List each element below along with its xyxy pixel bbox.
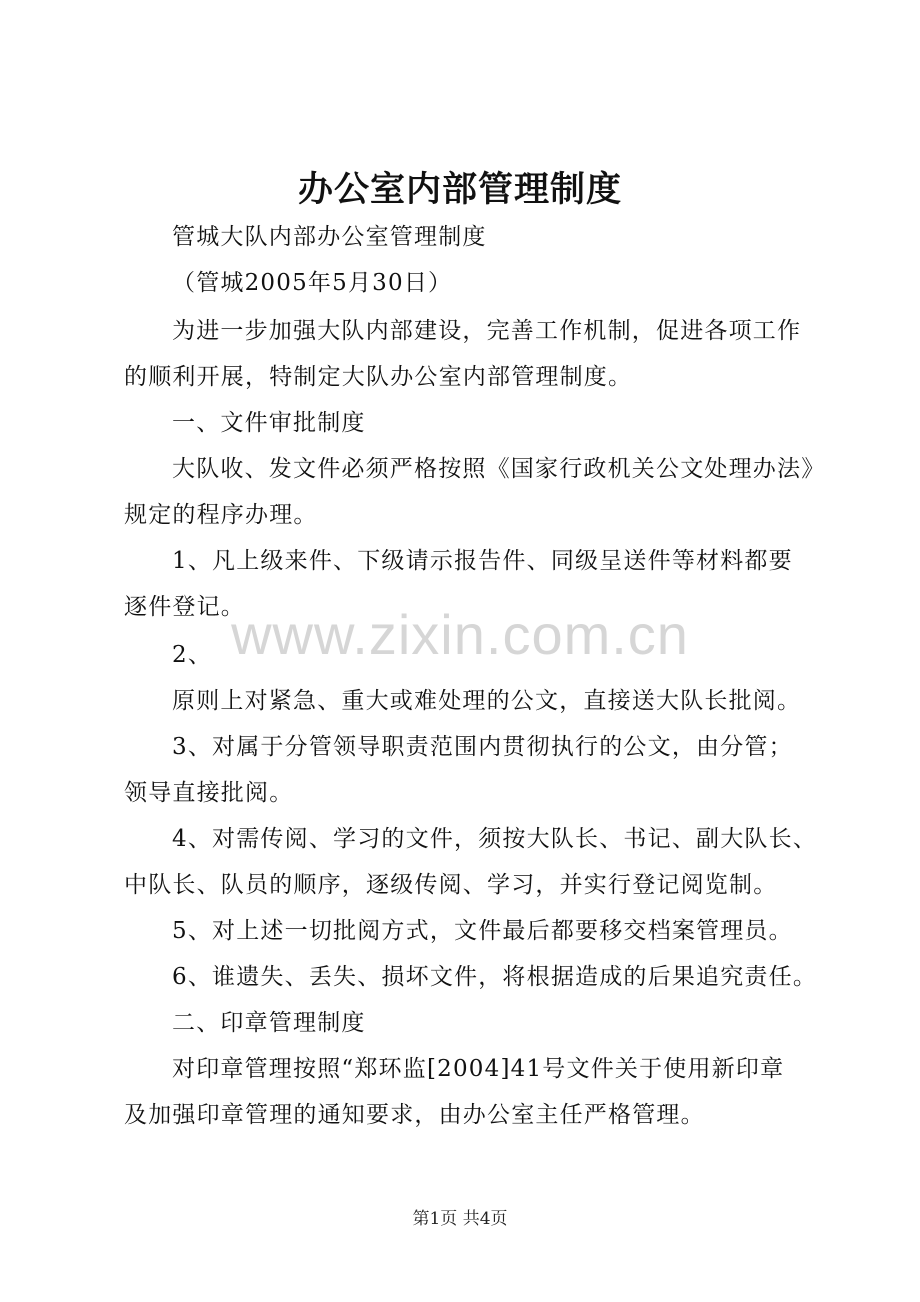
intro-line-1: 为进一步加强大队内部建设，完善工作机制，促进各项工作 xyxy=(172,318,802,344)
item-line: 中队长、队员的顺序，逐级传阅、学习，并实行登记阅览制。 xyxy=(124,872,778,898)
date-line: （管城2005年5月30日） xyxy=(172,270,453,296)
item-line: 原则上对紧急、重大或难处理的公文，直接送大队长批阅。 xyxy=(172,688,802,714)
item-line: 2、 xyxy=(172,642,213,668)
subtitle: 管城大队内部办公室管理制度 xyxy=(172,224,487,250)
item-line: 5、对上述一切批阅方式，文件最后都要移交档案管理员。 xyxy=(172,918,793,944)
item-line: 逐件登记。 xyxy=(124,594,245,620)
section-heading: 一、文件审批制度 xyxy=(172,410,366,436)
section-heading: 二、印章管理制度 xyxy=(172,1010,366,1036)
item-line: 6、谁遗失、丢失、损坏文件，将根据造成的后果追究责任。 xyxy=(172,964,818,990)
page-footer: 第1页 共4页 xyxy=(412,1209,508,1229)
item-line: 1、凡上级来件、下级请示报告件、同级呈送件等材料都要 xyxy=(172,548,793,574)
paragraph-line: 对印章管理按照“郑环监[2004]41号文件关于使用新印章 xyxy=(172,1056,785,1082)
item-line: 3、对属于分管领导职责范围内贯彻执行的公文，由分管； xyxy=(172,734,793,760)
intro-line-2: 的顺利开展，特制定大队办公室内部管理制度。 xyxy=(124,364,633,390)
item-line: 4、对需传阅、学习的文件，须按大队长、书记、副大队长、 xyxy=(172,826,818,852)
document-title: 办公室内部管理制度 xyxy=(297,169,622,210)
paragraph-line: 规定的程序办理。 xyxy=(124,502,318,528)
watermark: www.zixin.com.cn xyxy=(231,603,689,666)
item-line: 领导直接批阅。 xyxy=(124,780,294,806)
paragraph-line: 大队收、发文件必须严格按照《国家行政机关公文处理办法》 xyxy=(172,456,826,482)
paragraph-line: 及加强印章管理的通知要求，由办公室主任严格管理。 xyxy=(124,1102,705,1128)
